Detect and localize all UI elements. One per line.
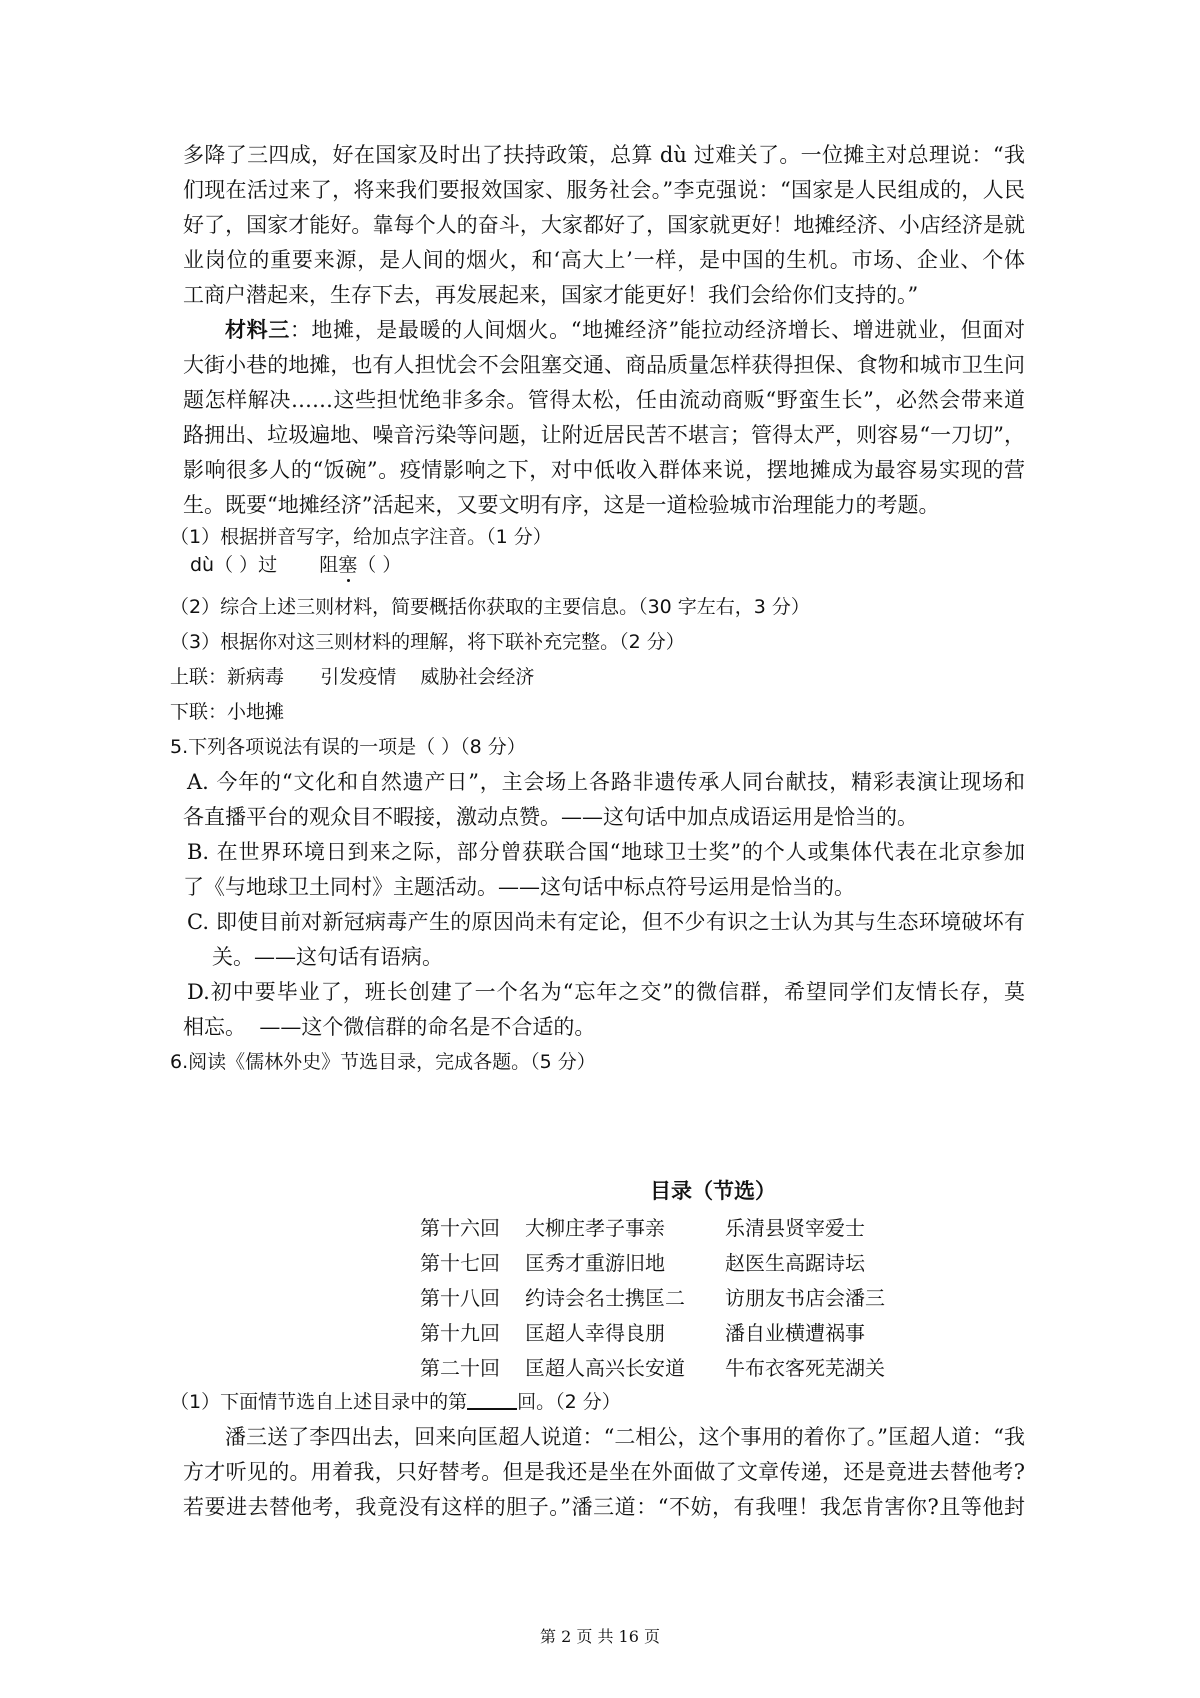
toc-chapter: 第十九回 bbox=[420, 1321, 500, 1345]
text-line: 路拥出、垃圾遍地、噪音污染等问题，让附近居民苦不堪言；管得太严，则容易“一刀切”， bbox=[183, 423, 1025, 447]
q6-stem: 6.阅读《儒林外史》节选目录，完成各题。（5 分） bbox=[170, 1051, 596, 1073]
option-line: 各直播平台的观众目不暇接，激动点赞。——这句话中加点成语运用是恰当的。 bbox=[183, 805, 918, 829]
toc-row bbox=[420, 1212, 865, 1241]
q4-pinyin-line bbox=[190, 548, 1032, 583]
option-line: 关。——这句话有语病。 bbox=[212, 945, 443, 969]
text-line: 工商户潜起来，生存下去，再发展起来，国家才能更好！我们会给你们支持的。” bbox=[183, 283, 919, 307]
q4-subquestion-3: （3）根据你对这三则材料的理解，将下联补充完整。（2 分） bbox=[170, 631, 685, 653]
toc-title-b: 潘自业横遭祸事 bbox=[725, 1321, 865, 1345]
toc-chapter: 第十六回 bbox=[420, 1216, 500, 1240]
toc-row bbox=[420, 1317, 865, 1346]
toc-title-b: 乐清县贤宰爱士 bbox=[725, 1216, 865, 1240]
q4-subquestion-1: （1）根据拼音写字，给加点字注音。（1 分） bbox=[170, 526, 552, 548]
toc-chapter: 第二十回 bbox=[420, 1356, 500, 1380]
q4-subquestion-2: （2）综合上述三则材料，简要概括你获取的主要信息。（30 字左右，3 分） bbox=[170, 596, 810, 618]
toc-title-a: 约诗会名士携匡二 bbox=[525, 1286, 685, 1310]
dotted-char: 塞 bbox=[338, 554, 358, 576]
text-line: 大街小巷的地摊，也有人担忧会不会阻塞交通、商品质量怎样获得担保、食物和城市卫生问 bbox=[183, 353, 1025, 377]
toc-title-b: 赵医生高踞诗坛 bbox=[725, 1251, 865, 1275]
toc-title-a: 匡秀才重游旧地 bbox=[525, 1251, 665, 1275]
option-line: D.初中要毕业了，班长创建了一个名为“忘年之交”的微信群，希望同学们友情长存，莫 bbox=[187, 980, 1025, 1004]
toc-title-b: 访朋友书店会潘三 bbox=[725, 1286, 885, 1310]
q5-stem: 5.下列各项说法有误的一项是（ ）（8 分） bbox=[170, 736, 526, 758]
toc-row bbox=[420, 1247, 865, 1276]
q6-subquestion-1 bbox=[170, 1385, 1012, 1420]
text-line: 业岗位的重要来源，是人间的烟火，和‘高大上’一样，是中国的生机。市场、企业、个体 bbox=[183, 248, 1025, 272]
text-line: 若要进去替他考，我竟没有这样的胆子。”潘三道：“不妨，有我哩！我怎肯害你?且等他封 bbox=[183, 1495, 1025, 1519]
subquestion-text: （1）下面情节选自上述目录中的第 bbox=[170, 1391, 468, 1413]
toc-title-b: 牛布衣客死芜湖关 bbox=[725, 1356, 885, 1380]
option-line: B. 在世界环境日到来之际，部分曾获联合国“地球卫士奖”的个人或集体代表在北京参加 bbox=[187, 840, 1025, 864]
text-line: 多降了三四成，好在国家及时出了扶持政策，总算 dù 过难关了。一位摊主对总理说：“我 bbox=[183, 143, 1025, 167]
material3-label: 材料三 bbox=[225, 318, 290, 342]
pinyin-item-zuse bbox=[319, 554, 401, 576]
toc-row bbox=[420, 1352, 885, 1381]
option-line: 了《与地球卫土同村》主题活动。——这句话中标点符号运用是恰当的。 bbox=[183, 875, 855, 899]
option-line: A. 今年的“文化和自然遗产日”，主会场上各路非遗传承人同台献技，精彩表演让现场和 bbox=[187, 770, 1025, 794]
q5-option-b bbox=[170, 835, 1025, 905]
toc-chapter: 第十八回 bbox=[420, 1286, 500, 1310]
toc-chapter: 第十七回 bbox=[420, 1251, 500, 1275]
q5-option-a bbox=[170, 765, 1025, 835]
text-line: 潘三送了李四出去，回来向匡超人说道：“二相公，这个事用的着你了。”匡超人道：“我 bbox=[225, 1425, 1025, 1449]
text-line: 方才听见的。用着我，只好替考。但是我还是坐在外面做了文章传递，还是竟进去替他考? bbox=[183, 1460, 1025, 1484]
toc-row bbox=[420, 1282, 885, 1311]
subquestion-text: 回。（2 分） bbox=[517, 1391, 621, 1413]
material3-first-line: ：地摊，是最暖的人间烟火。“地摊经济”能拉动经济增长、增进就业，但面对 bbox=[289, 318, 1025, 342]
toc-title-a: 匡超人幸得良朋 bbox=[525, 1321, 665, 1345]
text-line: 题怎样解决……这些担忧绝非多余。管得太松，任由流动商贩“野蛮生长”，必然会带来道 bbox=[183, 388, 1025, 412]
answer-blank[interactable] bbox=[467, 1388, 517, 1410]
pinyin-item-du: dù（ ）过 bbox=[190, 554, 278, 576]
q5-option-d bbox=[170, 975, 1025, 1045]
char: 阻 bbox=[319, 554, 339, 576]
text-line: 好了，国家才能好。靠每个人的奋斗，大家都好了，国家就更好！地摊经济、小店经济是就 bbox=[183, 213, 1025, 237]
blank-paren: （ ） bbox=[357, 554, 402, 576]
toc-title-a: 大柳庄孝子事亲 bbox=[525, 1216, 665, 1240]
toc-title: 目录（节选） bbox=[650, 1179, 776, 1203]
q5-option-c bbox=[170, 905, 1025, 975]
couplet-lower: 下联：小地摊 bbox=[170, 701, 285, 723]
couplet-upper: 上联：新病毒 引发疫情 威胁社会经济 bbox=[170, 666, 535, 688]
q6-passage bbox=[183, 1420, 1025, 1525]
text-line bbox=[183, 313, 1025, 348]
material3-paragraph bbox=[183, 313, 1025, 523]
material2-paragraph bbox=[183, 138, 1025, 313]
option-line: 相忘。 ——这个微信群的命名是不合适的。 bbox=[183, 1015, 596, 1039]
text-line: 影响很多人的“饭碗”。疫情影响之下，对中低收入群体来说，摆地摊成为最容易实现的营 bbox=[183, 458, 1025, 482]
text-line: 们现在活过来了，将来我们要报效国家、服务社会。”李克强说：“国家是人民组成的，人民 bbox=[183, 178, 1025, 202]
option-line: C. 即使目前对新冠病毒产生的原因尚未有定论，但不少有识之士认为其与生态环境破坏有 bbox=[187, 910, 1025, 934]
page-footer: 第 2 页 共 16 页 bbox=[540, 1627, 660, 1646]
text-line: 生。既要“地摊经济”活起来，又要文明有序，这是一道检验城市治理能力的考题。 bbox=[183, 493, 940, 517]
toc-title-a: 匡超人高兴长安道 bbox=[525, 1356, 685, 1380]
